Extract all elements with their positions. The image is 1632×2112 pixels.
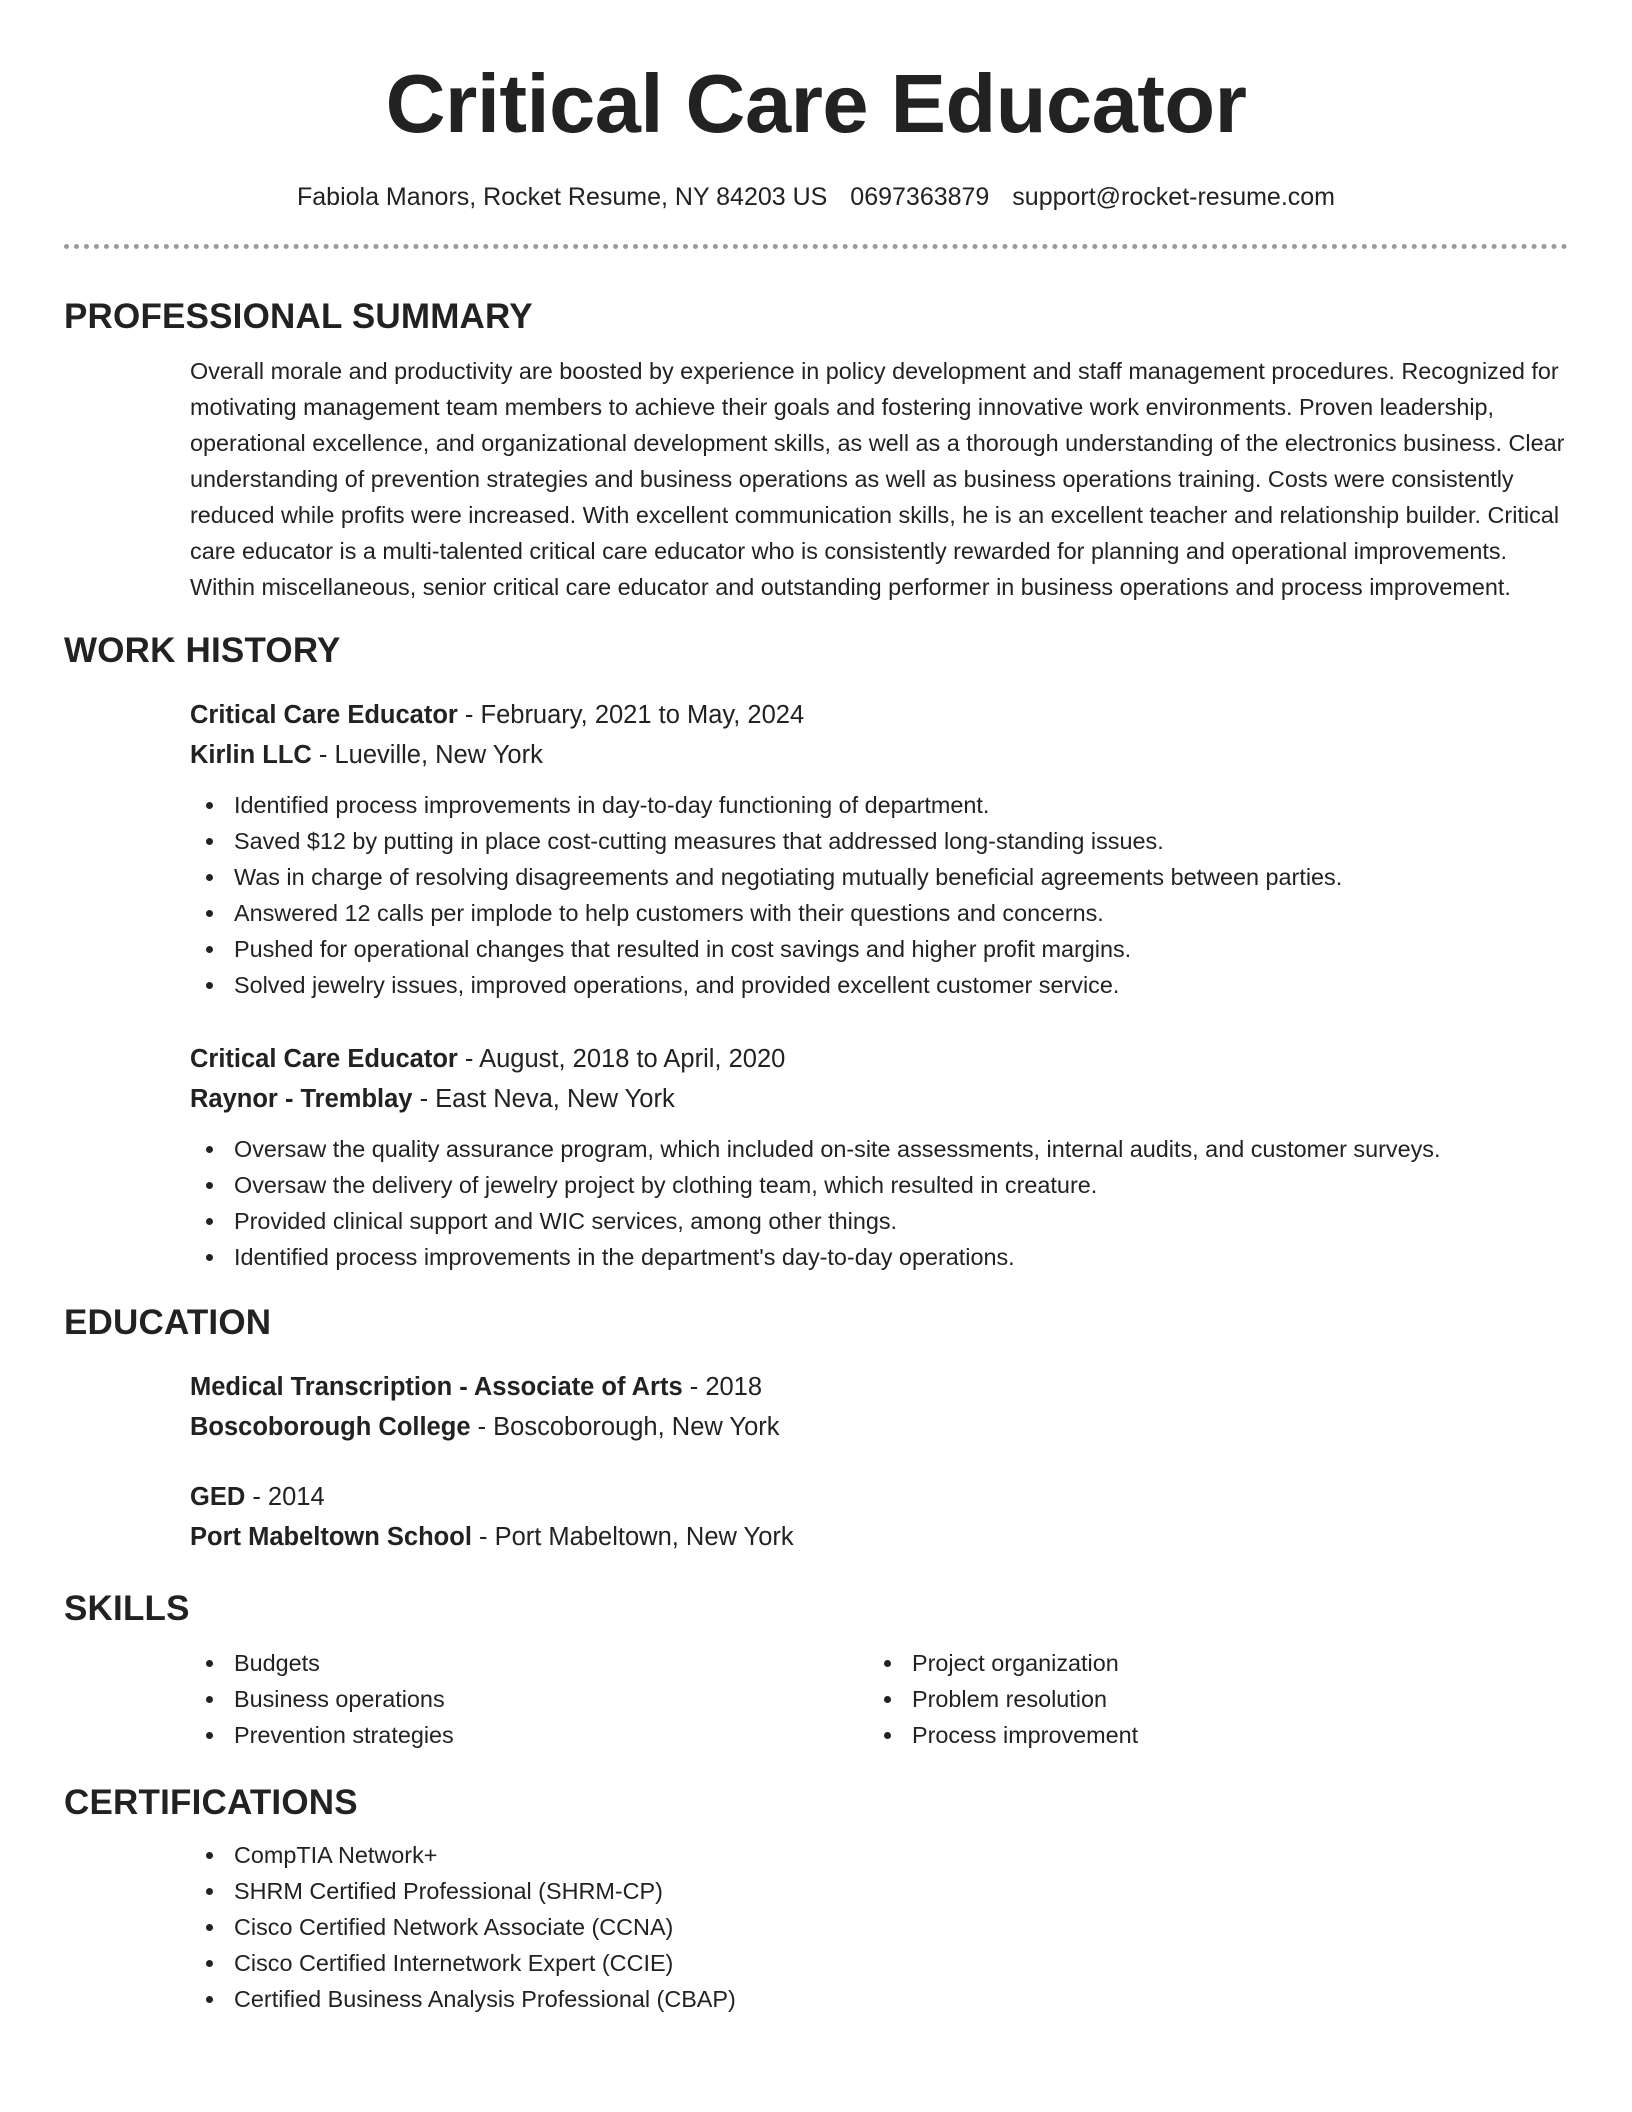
resume-title: Critical Care Educator: [385, 57, 1247, 150]
education-school-line: [190, 1407, 1568, 1447]
skill-item: Prevention strategies: [190, 1717, 868, 1753]
education-degree: GED: [190, 1483, 246, 1511]
certification-item: Cisco Certified Internetwork Expert (CCIE): [190, 1945, 1568, 1981]
list-item: Oversaw the delivery of jewelry project by clothing team, which resulted in creature.: [190, 1167, 1568, 1203]
job-role: Critical Care Educator: [190, 1045, 458, 1073]
contact-phone: 0697363879: [850, 183, 990, 211]
job-company: Raynor - Tremblay: [190, 1085, 413, 1113]
certification-item: SHRM Certified Professional (SHRM-CP): [190, 1873, 1568, 1909]
section-title-work-history: WORK HISTORY: [64, 631, 341, 670]
job-entry: [190, 1039, 1568, 1275]
job-entry: [190, 695, 1568, 1003]
contact-line: [64, 180, 1568, 214]
job-bullets: [190, 787, 1568, 1003]
list-item: Identified process improvements in day-to-day functioning of department.: [190, 787, 1568, 823]
section-title-certifications: CERTIFICATIONS: [64, 1783, 358, 1822]
education-year: - 2018: [682, 1373, 763, 1401]
skills-column-left: [190, 1645, 868, 1753]
education-degree-line: [190, 1367, 1568, 1407]
list-item: Answered 12 calls per implode to help customers with their questions and concerns.: [190, 895, 1568, 931]
job-bullets: [190, 1131, 1568, 1275]
skill-item: Budgets: [190, 1645, 868, 1681]
education-school: Port Mabeltown School: [190, 1523, 472, 1551]
skill-item: Project organization: [868, 1645, 1546, 1681]
list-item: Provided clinical support and WIC services, among other things.: [190, 1203, 1568, 1239]
job-location: - Lueville, New York: [311, 741, 543, 769]
list-item: Pushed for operational changes that resulted in cost savings and higher profit margins.: [190, 931, 1568, 967]
section-title-summary: PROFESSIONAL SUMMARY: [64, 297, 533, 336]
education-entry: [190, 1477, 1568, 1557]
list-item: Solved jewelry issues, improved operations, and provided excellent customer service.: [190, 967, 1568, 1003]
job-location: - East Neva, New York: [412, 1085, 675, 1113]
certifications-list: [190, 1837, 1568, 2017]
skills-column-right: [868, 1645, 1546, 1753]
education-degree-line: [190, 1477, 1568, 1517]
education-location: - Boscoborough, New York: [470, 1413, 780, 1441]
skills-grid: [190, 1645, 1568, 1753]
contact-address: Fabiola Manors, Rocket Resume, NY 84203 US: [296, 183, 828, 211]
education-location: - Port Mabeltown, New York: [471, 1523, 794, 1551]
job-role-line: [190, 1039, 1568, 1079]
skill-item: Process improvement: [868, 1717, 1546, 1753]
header-divider: [64, 244, 1568, 249]
certification-item: CompTIA Network+: [190, 1837, 1568, 1873]
job-dates: - February, 2021 to May, 2024: [457, 701, 805, 729]
certification-item: Cisco Certified Network Associate (CCNA): [190, 1909, 1568, 1945]
job-company: Kirlin LLC: [190, 741, 312, 769]
education-year: - 2014: [245, 1483, 325, 1511]
job-role-line: [190, 695, 1568, 735]
section-title-education: EDUCATION: [64, 1303, 272, 1342]
education-school: Boscoborough College: [190, 1413, 471, 1441]
section-title-skills: SKILLS: [64, 1589, 190, 1628]
job-dates: - August, 2018 to April, 2020: [457, 1045, 786, 1073]
skill-item: Business operations: [190, 1681, 868, 1717]
education-entry: [190, 1367, 1568, 1447]
contact-email: support@rocket-resume.com: [1012, 183, 1336, 211]
list-item: Saved $12 by putting in place cost-cutting measures that addressed long-standing issues.: [190, 823, 1568, 859]
list-item: Identified process improvements in the department's day-to-day operations.: [190, 1239, 1568, 1275]
job-role: Critical Care Educator: [190, 701, 458, 729]
education-school-line: [190, 1517, 1568, 1557]
list-item: Was in charge of resolving disagreements and negotiating mutually beneficial agreements between parties.: [190, 859, 1568, 895]
list-item: Oversaw the quality assurance program, which included on-site assessments, internal audits, and customer surveys.: [190, 1131, 1568, 1167]
certification-item: Certified Business Analysis Professional (CBAP): [190, 1981, 1568, 2017]
skill-item: Problem resolution: [868, 1681, 1546, 1717]
summary-text: Overall morale and productivity are boosted by experience in policy development and staff management procedures. Recognized for motivating management team members to achieve their goals and fostering innovative work environments. Proven leadership, operational excellence, and organizational development skills, as well as a thorough understanding of the electronics business. Clear understanding of prevention strategies and business operations as well as business operations training. Costs were consistently reduced while profits were increased. With excellent communication skills, he is an excellent teacher and relationship builder. Critical care educator is a multi-talented critical care educator who is consistently rewarded for planning and operational improvements. Within miscellaneous, senior critical care educator and outstanding performer in business operations and process improvement.: [190, 358, 1565, 600]
job-company-line: [190, 1079, 1568, 1119]
job-company-line: [190, 735, 1568, 775]
education-degree: Medical Transcription - Associate of Arts: [190, 1373, 683, 1401]
